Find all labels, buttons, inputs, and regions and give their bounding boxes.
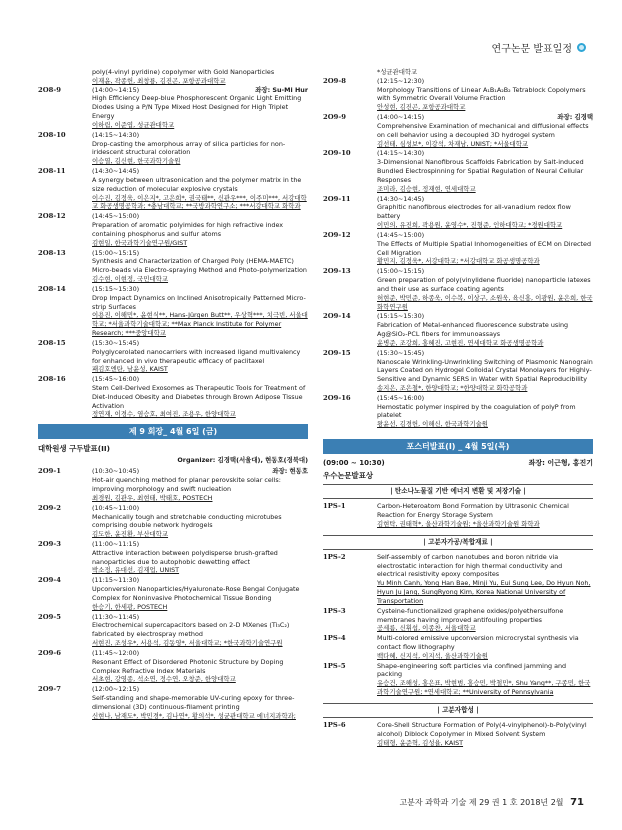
entry-code: 2O9-14 — [323, 312, 351, 321]
topic-heading: | 고분자합성 | — [323, 703, 593, 718]
entry-title: Drop-casting the amorphous array of silica particles for non-iridescent structural coloration — [92, 139, 286, 157]
page-footer — [399, 797, 584, 808]
organizer-line: Organizer: 김경택(서울대), 현동호(경북대) — [177, 455, 308, 464]
entry-time-row — [377, 349, 593, 358]
right-column — [323, 68, 593, 749]
entry-title: Self-standing and shape-memorable UV-curing epoxy for three-dimensional (3D) continuous-filament printing — [92, 694, 295, 711]
entry-authors: 신현나, 남재도*, 박민경*, 김나연*, 황의석*, 성균관대학교 에너지과학과; — [92, 711, 296, 720]
page-number: 71 — [570, 797, 584, 808]
entry-code: 2O9-1 — [38, 467, 61, 476]
entry-time-row — [377, 77, 593, 86]
session-title: 우수논문발표상 — [323, 470, 373, 480]
entry-time-row — [377, 195, 593, 204]
entry-authors: 조미라, 김승현, 정재현, 연세대학교 — [377, 184, 476, 193]
entry-time-row — [92, 167, 308, 176]
program-entry — [323, 312, 593, 347]
entry-time-row — [92, 375, 308, 384]
entry-time: (14:15~14:30) — [377, 149, 425, 158]
entry-time-row — [377, 231, 593, 240]
program-entry — [38, 339, 308, 374]
entry-time: (12:15~12:30) — [377, 76, 425, 85]
entry-time-row — [92, 467, 308, 476]
session-chair: 좌장: 이근형, 홍진기 — [528, 459, 593, 468]
entry-title: Resonant Effect of Disordered Photonic Structure by Doping Complex Refractive Index Materials — [92, 657, 284, 675]
entry-code: 2O8-13 — [38, 248, 66, 257]
entry-code: 1PS-2 — [323, 552, 346, 561]
entry-title: High Efficiency Deep-blue Phosphorescent Organic Light Emitting Diodes Using a P/N Type Mixed Host Designed for High Triplet Energy — [92, 94, 302, 121]
entry-authors: 유승건, 조해성, 홍은표, 박현범, 홍승민, 박철민*, Shu Yang**, 구종민, 한국과학기술연구원; *연세대학교; **University of Pennsylvania — [377, 679, 591, 697]
entry-title: poly(4-vinyl pyridine) copolymer with Gold Nanoparticles — [92, 68, 275, 76]
entry-time: (11:15~11:30) — [92, 576, 140, 585]
entry-authors: 김도한, 윤진환, 부산대학교 — [92, 530, 169, 539]
entry-authors: 김수현, 이현정, 국민대학교 — [92, 275, 169, 284]
session-chair: 좌장: 현동호 — [272, 467, 308, 476]
circle-bullet-icon — [577, 43, 586, 52]
entry-authors: *성균관대학교 — [377, 68, 418, 76]
entry-title: Upconversion Nanoparticles/Hyaluronate-Rose Bengal Conjugate Complex for Noninvasive Photochemical Tissue Bonding — [92, 585, 300, 602]
entry-authors: 이재윤, 곽종헌, 최창룡, 김진곤, 포항공과대학교 — [92, 76, 226, 85]
entry-authors: 윤병준, 조강희, 홍혜진, 고현진, 연세대학교 화공생명공학과 — [377, 338, 544, 347]
entry-title: The Effects of Multiple Spatial Inhomogeneities of ECM on Directed Cell Migration — [377, 239, 592, 257]
program-entry — [38, 685, 308, 720]
entry-body — [377, 231, 593, 266]
program-entry — [38, 375, 308, 419]
program-entry — [38, 86, 308, 130]
entry-authors: 이수진, 김정욱, 이은지*, 고은희*, 권국태**, 신관우***, 이주미***, 서강대학교 화공생명공학과; *충남대학교; **국방과학연구소; ***서강대학교 화학과 — [92, 193, 307, 211]
entry-time: (14:00~14:15) — [92, 85, 140, 94]
program-entry — [323, 394, 593, 429]
entry-time-row — [92, 540, 308, 549]
program-entry — [323, 349, 593, 393]
entry-authors: 황민지, 김정욱*, 서강대학교; *서강대학교 화공생명공학과 — [377, 257, 540, 266]
entry-authors: 이용진, 이해민*, 윤현식**, Hans-Jürgen Butt**, 우상혁***, 치극빈, 서울대학교; *서울과학기술대학교; **Max Planck Institute for Polymer Research; ***중앙대학교 — [92, 311, 308, 338]
entry-time-row — [92, 86, 308, 95]
entry-time: (14:45~15:00) — [92, 212, 140, 221]
program-entry — [323, 553, 593, 606]
program-entry — [38, 613, 308, 648]
entry-body — [377, 634, 593, 660]
entry-time-row — [92, 131, 308, 140]
session-chair: 좌장: Su-Mi Hur — [255, 85, 308, 94]
entry-time-row — [92, 576, 308, 585]
entry-time-row — [92, 685, 308, 694]
entry-title: Attractive interaction between polydisperse brush-grafted nanoparticles due to autophobic dewetting effect — [92, 548, 278, 566]
entry-title: Morphology Transitions of Linear A₁B₁A₂B₂ Tetrablock Copolymers with Symmetric Overall Volume Fraction — [377, 85, 586, 103]
entry-title: Carbon-Heteroatom Bond Formation by Ultrasonic Chemical Reaction for Energy Storage System — [377, 502, 569, 519]
subsection-title: 대학원생 구두발표(II) — [38, 444, 110, 454]
entry-time: (12:00~12:15) — [92, 685, 140, 694]
entry-title: Hot-air quenching method for planar perovskite solar cells: improving morphology and swift nucleation — [92, 476, 281, 494]
entry-authors: 서현진, 조성우*, 서용석, 김동영*, 서울대학교; *한국과학기술연구원 — [92, 639, 283, 648]
entry-time-row — [92, 339, 308, 348]
entry-body — [92, 167, 308, 211]
entry-title: Synthesis and Characterization of Charged Poly (HEMA-MAETC) Micro-beads via Electro-spraying Method and Photo-polymerization — [92, 257, 307, 275]
entry-authors: 서초현, 강영종, 석소연, 정수연, 오창준, 한양대학교 — [92, 675, 236, 684]
entry-time: (14:15~14:30) — [92, 130, 140, 139]
entry-authors: 이승열, 김신현, 한국과학기술원 — [92, 157, 181, 166]
left-column — [38, 68, 308, 722]
entry-authors: 이하림, 이준엽, 성균관대학교 — [92, 120, 175, 129]
entry-body — [377, 149, 593, 193]
entry-authors: 패김호엔탄, 남윤성, KAIST — [92, 365, 168, 374]
entry-code: 2O8-16 — [38, 375, 66, 384]
entry-body — [377, 394, 593, 429]
entry-title: Shape-engineering soft particles via confined jamming and packing — [377, 661, 567, 679]
entry-body — [92, 576, 308, 611]
entry-body — [92, 249, 308, 284]
entry-code: 1PS-6 — [323, 721, 346, 730]
entry-time: (15:30~15:45) — [92, 338, 140, 347]
program-entry — [323, 502, 593, 528]
section-header: 제 9 회장_ 4월 6일 (금) — [38, 424, 308, 439]
entry-authors: 공세름, 신휘섭, 이종찬, 서울대학교 — [377, 624, 476, 633]
topic-heading: | 고분자가공/복합재료 | — [323, 535, 593, 550]
entry-title: Nanoscale Wrinkling-Unwrinkling Switching of Plasmonic Nanograin Layers Coated on Hydrogel Colloidal Crystal Monolayers for Highly-Sensitive and Dynamic SERS in Water with Spatial Reproducibility — [377, 357, 593, 384]
entry-body — [92, 685, 308, 720]
entry-time-row — [92, 613, 308, 622]
program-entry — [323, 77, 593, 112]
entry-code: 2O9-3 — [38, 540, 61, 548]
entry-authors: 안성현, 김진곤, 포항공과대학교 — [377, 103, 466, 112]
entry-time: (15:45~16:00) — [377, 393, 425, 402]
entry-body — [377, 553, 593, 606]
entry-title: Core-Shell Structure Formation of Poly(4-vinylphenol)-b-Poly(vinyl alcohol) Diblock Copolymer in Mixed Solvent System — [377, 721, 587, 738]
entry-code: 2O9-4 — [38, 576, 61, 585]
entry-time: (14:45~15:00) — [377, 230, 425, 239]
entry-time-row — [92, 285, 308, 294]
program-entry — [38, 249, 308, 284]
entry-time-row — [377, 113, 593, 122]
entry-body — [92, 86, 308, 130]
entry-body — [92, 285, 308, 338]
entry-authors: Yu Minh Canh, Yong Han Bae, Minji Yu, Eui Sung Lee, Do Hyun Noh, Hyun Ju Jang, SungRyong Kim, Korea National University of Transportation — [377, 579, 591, 605]
entry-authors: 이민의, 유진희, 곽용원, 윤영수*, 진형준, 인하대학교; *경원대학교 — [377, 221, 563, 230]
entry-code: 2O8-10 — [38, 130, 66, 139]
entry-body — [377, 113, 593, 148]
entry-body — [92, 131, 308, 166]
entry-body — [377, 502, 593, 528]
entry-code: 2O8-15 — [38, 338, 66, 347]
entry-code: 2O9-8 — [323, 76, 346, 85]
entry-body — [92, 540, 308, 575]
entry-time: (10:30~10:45) — [92, 467, 140, 476]
program-entry — [323, 662, 593, 697]
entry-code: 2O9-7 — [38, 685, 61, 694]
entry-code: 2O9-13 — [323, 267, 351, 276]
program-entry — [323, 267, 593, 311]
entry-title: 3-Dimensional Nanofibrous Scaffolds Fabrication by Salt-induced Bundled Electrospinning for Spatial Regulation of Neural Cellular Responses — [377, 158, 584, 184]
entry-code: 2O9-10 — [323, 149, 351, 158]
entry-code: 1PS-3 — [323, 606, 346, 615]
entry-authors: 최경원, 김관우, 최현태, 박태호, POSTECH — [92, 493, 213, 502]
entry-body — [92, 339, 308, 374]
entry-code: 2O8-14 — [38, 284, 66, 293]
entry-time: (15:00~15:15) — [377, 267, 425, 276]
entry-time-row — [92, 249, 308, 258]
poster-section-header: 포스터발표(I) _ 4월 5일(목) — [323, 439, 593, 454]
entry-time-row — [377, 267, 593, 276]
entry-code: 2O9-16 — [323, 393, 351, 402]
entry-title: Stem Cell-Derived Exosomes as Therapeutic Tools for Treatment of Diet-Induced Obesity and Diabetes through Brown Adipose Tissue Activation — [92, 383, 306, 410]
entry-authors: 김태형, 윤준혁, 김성율, KAIST — [377, 738, 464, 747]
entry-body — [377, 349, 593, 393]
entry-body — [377, 77, 593, 112]
entry-authors: 김선태, 심성보*, 이강석, 차재남, UNIST; *서울대학교 — [377, 139, 529, 148]
continued-entry — [323, 68, 593, 77]
program-entry — [323, 231, 593, 266]
entry-authors: 박소정, 유대선, 김재업, UNIST — [92, 566, 180, 575]
entry-code: 2O9-6 — [38, 648, 61, 657]
entry-time-row — [377, 149, 593, 158]
entry-time: (11:45~12:00) — [92, 648, 140, 657]
entry-title: Self-assembly of carbon nanotubes and boron nitride via electrostatic interaction for high thermal conductivity and electrical resistivity epoxy composites — [377, 552, 563, 579]
entry-time: (15:30~15:45) — [377, 348, 425, 357]
entry-authors: 정연재, 이경수, 염승호, 최여진, 조용우, 한양대학교 — [92, 410, 236, 419]
entry-title: Cysteine-functionalized graphene oxides/polyethersulfone membranes having improved antifouling properties — [377, 606, 564, 624]
program-entry — [38, 167, 308, 211]
entry-time-row — [377, 394, 593, 403]
entry-title: A synergy between ultrasonication and the polymer matrix in the size reduction of molecular explosive crystals — [92, 175, 302, 193]
program-entry — [38, 649, 308, 684]
entry-code: 2O9-2 — [38, 503, 61, 512]
entry-time: (11:00~11:15) — [92, 540, 140, 548]
entry-body — [377, 312, 593, 347]
entry-code: 2O9-12 — [323, 230, 351, 239]
entry-title: Electrochemical supercapacitors based on 2-D MXenes (Ti₃C₂) fabricated by electrospray method — [92, 621, 290, 639]
entry-time: (15:15~15:30) — [92, 284, 140, 293]
program-entry — [38, 212, 308, 247]
entry-authors: 왕윤선, 김경헌, 이해신, 한국과학기술원 — [377, 420, 488, 429]
entry-body — [377, 267, 593, 311]
entry-body — [92, 504, 308, 539]
entry-code: 2O8-11 — [38, 167, 66, 176]
entry-authors: 김현탁, 권태혁*, 울산과학기술원; *울산과학기술원 화학과 — [377, 519, 540, 528]
entry-title: Hemostatic polymer inspired by the coagulation of polyP from platelet — [377, 402, 576, 420]
entry-body — [377, 662, 593, 697]
program-entry — [38, 504, 308, 539]
entry-title: Graphitic nanofibrous electrodes for all-vanadium redox flow battery — [377, 203, 571, 221]
header-title: 연구논문 발표일정 — [491, 44, 572, 55]
footer-journal: 고분자 과학과 기술 제 29 권 1 호 2018년 2월 — [399, 798, 564, 807]
entry-body — [377, 195, 593, 230]
program-entry — [323, 113, 593, 148]
entry-body — [92, 467, 308, 502]
entry-code: 1PS-5 — [323, 661, 346, 670]
session-chair: 좌장: 김경택 — [557, 113, 593, 122]
entry-body — [92, 613, 308, 648]
entry-title: Polyglycerolated nanocarriers with increased ligand multivalency for enhanced in vivo therapeutic efficacy of paclitaxel — [92, 347, 301, 365]
entry-code: 2O8-12 — [38, 212, 66, 221]
program-entry — [323, 149, 593, 193]
program-entry — [38, 467, 308, 502]
entry-code: 1PS-1 — [323, 502, 346, 511]
entry-title: Preparation of aromatic polyimides for high refractive index containing phosphorus and sulfur atoms — [92, 221, 284, 238]
entry-code: 2O9-9 — [323, 113, 346, 122]
entry-code: 2O8-9 — [38, 85, 61, 94]
entry-code: 2O9-15 — [323, 348, 351, 357]
entry-authors: 백다혜, 신지석, 이지석, 울산과학기술원 — [377, 651, 488, 660]
entry-time-row — [92, 504, 308, 513]
program-entry — [323, 721, 593, 747]
entry-body — [377, 607, 593, 633]
entry-time-row — [92, 212, 308, 221]
entry-authors: 한승기, 한세광, POSTECH — [92, 602, 168, 611]
program-entry — [38, 576, 308, 611]
session-time: (09:00 ~ 10:30) — [323, 459, 385, 468]
entry-authors: 송지은, 조은철*, 한양대학교; *한양대학교 화학공학과 — [377, 383, 528, 392]
entry-authors: 김현일, 한국과학기술연구원/GIST — [92, 238, 188, 247]
entry-title: Drop Impact Dynamics on Inclined Anisotropically Patterned Micro-strip Surfaces — [92, 293, 306, 311]
entry-time-row — [92, 649, 308, 658]
program-entry — [323, 634, 593, 660]
entry-title: Mechanically tough and stretchable conducting microtubes comprising double network hydrogels — [92, 512, 282, 530]
continued-entry — [38, 68, 308, 86]
entry-code: 2O9-11 — [323, 194, 351, 203]
entry-time: (15:00~15:15) — [92, 248, 140, 257]
program-entry — [323, 607, 593, 633]
entry-time: (15:45~16:00) — [92, 375, 140, 384]
entry-time: (10:45~11:00) — [92, 503, 140, 512]
entry-title: Multi-colored emissive upconversion microcrystal synthesis via contact flow lithography — [377, 634, 579, 651]
entry-time: (15:15~15:30) — [377, 312, 425, 321]
entry-time: (14:30~14:45) — [377, 194, 425, 203]
session-bar — [323, 459, 593, 469]
program-entry — [38, 285, 308, 338]
entry-code: 1PS-4 — [323, 634, 346, 643]
page-header — [492, 40, 586, 55]
entry-body — [92, 649, 308, 684]
entry-time-row — [377, 312, 593, 321]
entry-time: (11:30~11:45) — [92, 612, 140, 621]
program-entry — [38, 540, 308, 575]
entry-title: Comprehensive Examination of mechanical and diffusional effects on cell behavior using a decoupled 3D hydrogel system — [377, 121, 589, 139]
entry-body — [92, 375, 308, 419]
entry-title: Fabrication of Metal-enhanced fluorescence substrate using Ag@SiO₂-PCL fibers for immunoassays — [377, 321, 569, 339]
topic-heading: | 탄소나노물질 기반 에너지 변환 및 저장기술 | — [323, 484, 593, 499]
entry-title: Green preparation of poly(vinylidene fluoride) nanoparticle latexes and their use as surface coating agents — [377, 276, 591, 293]
entry-body — [377, 721, 593, 747]
entry-time: (14:30~14:45) — [92, 167, 140, 176]
entry-body — [92, 212, 308, 247]
program-entry — [38, 131, 308, 166]
entry-time: (14:00~14:15) — [377, 113, 425, 122]
entry-code: 2O9-5 — [38, 612, 61, 621]
entry-authors: 허현준, 박민준, 하종욱, 이수복, 이상구, 소원욱, 육신홍, 이광원, 윤은희, 한국화학연구원 — [377, 293, 593, 311]
program-entry — [323, 195, 593, 230]
